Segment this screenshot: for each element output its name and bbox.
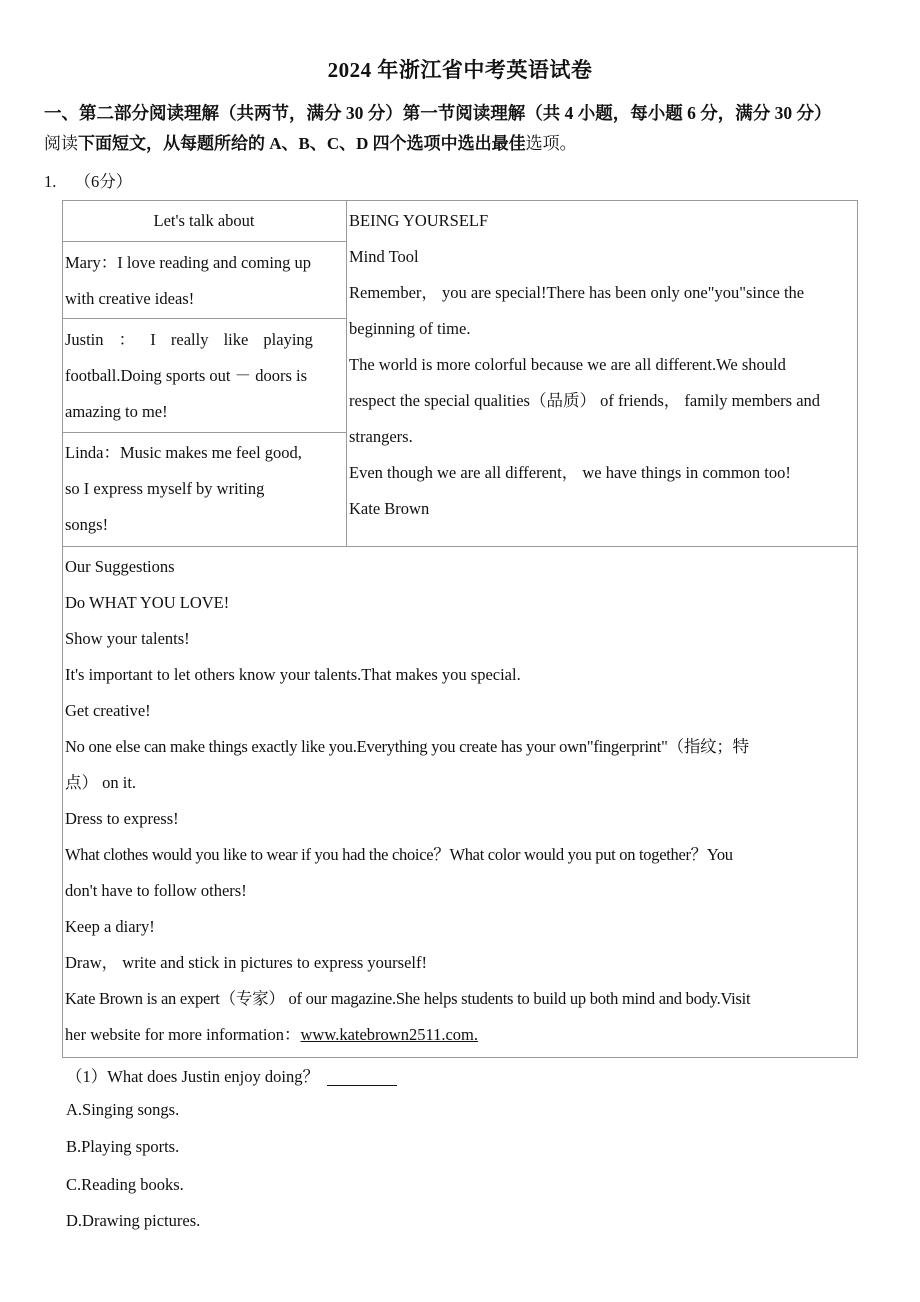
linda-line: songs! bbox=[65, 515, 109, 534]
mary-line: Mary：I love reading and coming up bbox=[65, 253, 312, 272]
suggestion-line: don't have to follow others! bbox=[65, 881, 247, 900]
question-text: （1）What does Justin enjoy doing？ bbox=[66, 1067, 319, 1086]
answer-blank[interactable] bbox=[327, 1085, 397, 1086]
suggestion-line: Get creative! bbox=[65, 701, 151, 720]
column-divider bbox=[346, 200, 347, 547]
mary-line: with creative ideas! bbox=[65, 289, 195, 308]
justin-line: Justin ： I really like playing bbox=[65, 330, 313, 349]
suggestions-cell bbox=[65, 549, 855, 1053]
instruction-suffix: 选项。 bbox=[525, 134, 577, 153]
suggestion-line: It's important to let others know your talents.That makes you special. bbox=[65, 665, 521, 684]
question-label bbox=[44, 170, 132, 194]
being-yourself-line: The world is more colorful because we are all different.We should bbox=[349, 355, 786, 374]
suggestion-line: Kate Brown is an expert（专家） of our magazine.She helps students to build up both mind and body.Visit bbox=[65, 989, 751, 1008]
instruction-mid: ，从每题所给的 A、B、C、D 四个 bbox=[146, 134, 407, 153]
row-divider bbox=[62, 318, 346, 319]
justin-line: football.Doing sports out － doors is bbox=[65, 366, 307, 385]
being-yourself-line: Even though we are all different， we have things in common too! bbox=[349, 463, 791, 482]
suggestion-line: 点） on it. bbox=[65, 773, 137, 792]
being-yourself-line: Remember， you are special!There has been only one"you"since the bbox=[349, 283, 805, 302]
instruction-mid-2: 中选出 bbox=[440, 134, 492, 153]
instruction-prefix: 阅读 bbox=[44, 134, 78, 153]
suggestion-line: Show your talents! bbox=[65, 629, 190, 648]
option-c[interactable]: C.Reading books. bbox=[66, 1175, 184, 1194]
talk-header: Let's talk about bbox=[153, 211, 255, 230]
suggestion-line: Do WHAT YOU LOVE! bbox=[65, 593, 230, 612]
row-divider bbox=[62, 546, 858, 547]
instructions bbox=[44, 131, 884, 157]
suggestions-heading: Our Suggestions bbox=[65, 557, 175, 576]
suggestion-line: What clothes would you like to wear if you had the choice？What color would you put on together？You bbox=[65, 845, 733, 864]
row-divider bbox=[62, 241, 346, 242]
being-yourself-line: strangers. bbox=[349, 427, 413, 446]
option-a[interactable]: A.Singing songs. bbox=[66, 1100, 180, 1119]
talk-header-cell bbox=[62, 203, 346, 239]
suggestion-line: Keep a diary! bbox=[65, 917, 155, 936]
instruction-bold-3: 最佳 bbox=[491, 134, 526, 153]
justin-line: amazing to me! bbox=[65, 402, 168, 421]
suggestion-line: No one else can make things exactly like you.Everything you create has your own"fingerprint"（指纹；特 bbox=[65, 737, 749, 756]
instruction-bold-2: 选项 bbox=[406, 134, 441, 153]
linda-line: so I express myself by writing bbox=[65, 479, 265, 498]
website-prefix: her website for more information： bbox=[65, 1025, 301, 1044]
author-signature: Kate Brown bbox=[349, 499, 430, 518]
website-link[interactable]: www.katebrown2511.com. bbox=[300, 1025, 479, 1044]
being-yourself-cell bbox=[349, 203, 857, 527]
suggestion-line: Draw， write and stick in pictures to express yourself! bbox=[65, 953, 427, 972]
question-score: （6分） bbox=[74, 172, 133, 191]
question-1 bbox=[66, 1065, 397, 1089]
being-yourself-heading: BEING YOURSELF bbox=[349, 211, 489, 230]
mary-cell bbox=[65, 245, 343, 317]
option-b[interactable]: B.Playing sports. bbox=[66, 1137, 180, 1156]
instruction-bold-1: 下面短文 bbox=[78, 134, 146, 153]
being-yourself-line: respect the special qualities（品质） of friends， family members and bbox=[349, 391, 821, 410]
suggestion-line: Dress to express! bbox=[65, 809, 179, 828]
linda-line: Linda：Music makes me feel good, bbox=[65, 443, 302, 462]
linda-cell bbox=[65, 435, 343, 543]
option-d[interactable]: D.Drawing pictures. bbox=[66, 1211, 201, 1230]
exam-title: 2024 年浙江省中考英语试卷 bbox=[327, 58, 593, 82]
question-number: 1. bbox=[44, 172, 57, 191]
section-heading: 一、第二部分阅读理解（共两节，满分 30 分）第一节阅读理解（共 4 小题，每小题 6 分，满分 30 分） bbox=[44, 103, 832, 123]
website-line bbox=[65, 1017, 855, 1053]
mind-tool-heading: Mind Tool bbox=[349, 247, 419, 266]
row-divider bbox=[62, 432, 346, 433]
being-yourself-line: beginning of time. bbox=[349, 319, 471, 338]
justin-cell bbox=[65, 322, 343, 430]
